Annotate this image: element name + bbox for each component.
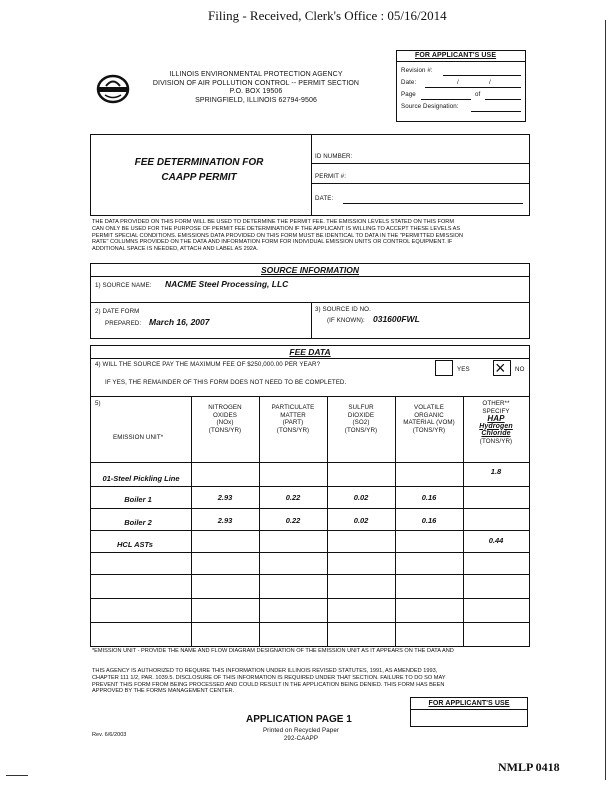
source-info-header: SOURCE INFORMATION (260, 265, 360, 275)
prepared-date-value: March 16, 2007 (149, 317, 210, 327)
no-checkbox[interactable] (493, 360, 511, 376)
applicant-use-bottom-box (410, 697, 528, 727)
source-id-label: 3) SOURCE ID NO. (315, 306, 371, 313)
legal-paragraph: THIS AGENCY IS AUTHORIZED TO REQUIRE THIS INFORMATION UNDER ILLINOIS REVISED STATUTES, 1991, AS AMENDED 1993, CHAPTER 111 1/2, PAR. 1039.5. DISCLOSURE OF THIS INFORMATION IS REQUIRED UNDER THAT SECTION. FAILURE TO DO SO MAY PREVENT THIS FORM FROM BEING PROCESSED AND COULD RESULT IN THE APPLICATION BEING DENIED. THIS FORM HAS BEEN APPROVED BY THE FORMS MANAGEMENT CENTER. (92, 668, 446, 695)
date-form-label: 2) DATE FORM (95, 308, 140, 315)
date-label: DATE: (315, 195, 334, 202)
source-id-value: 031600FWL (373, 314, 420, 324)
row-part: 0.22 (285, 493, 301, 502)
filing-stamp: Filing - Received, Clerk's Office : 05/16/2014 (208, 8, 447, 23)
no-checkmark: × (495, 358, 506, 378)
form-title: FEE DETERMINATION FOR CAAPP PERMIT (134, 157, 264, 183)
row-nox: 2.93 (217, 493, 233, 502)
fee-data-header: FEE DATA (289, 347, 331, 357)
source-name-label: 1) SOURCE NAME: (95, 282, 152, 289)
nmlp-stamp: NMLP 0418 (498, 760, 560, 774)
prepared-label: PREPARED: (105, 320, 142, 327)
row-other: 1.8 (490, 467, 502, 476)
row-so2: 0.02 (353, 516, 369, 525)
source-info-section (90, 263, 530, 339)
emission-unit-footnote: *EMISSION UNIT - PROVIDE THE NAME AND FLOW DIAGRAM DESIGNATION OF THE EMISSION UNIT AS IT APPEARS ON THE DATA AND (92, 648, 454, 654)
col-so2-header: SULFUR DIOXIDE (SO2) (TONS/YR) (344, 404, 378, 434)
row-vom: 0.16 (421, 493, 437, 502)
row-other: 0.44 (488, 536, 504, 545)
col-vom-header: VOLATILE ORGANIC MATERIAL (VOM) (TONS/YR) (403, 404, 455, 434)
recycled-note: Printed on Recycled Paper (262, 727, 340, 734)
date-label-top: Date: (401, 79, 417, 86)
row-unit: HCL ASTs (117, 540, 153, 549)
q5-label: 5) (95, 400, 101, 407)
row-unit: 01-Steel Pickling Line (102, 474, 180, 483)
intro-paragraph: THE DATA PROVIDED ON THIS FORM WILL BE USED TO DETERMINE THE PERMIT FEE. THE EMISSION LEVELS STATED ON THIS FORM CAN ONLY BE USED FOR THE PURPOSE OF PERMIT FEE DETERMINATION IF THE APPLICANT IS WILLING TO ACCEPT THESE LEVELS AS PERMIT SPECIAL CONDITIONS. EMISSIONS DATA PROVIDED ON THIS FORM MUST BE IDENTICAL TO DATA IN THE "PERMITTED EMISSION RATE" COLUMNS PROVIDED ON THE DATA AND INFORMATION FORM FOR INDIVIDUAL EMISSION UNITS OR CONTROL EQUIPMENT. IF ADDITIONAL SPACE IS NEEDED, ATTACH AND LABEL AS 292A. (92, 219, 464, 253)
yes-label: YES (457, 366, 470, 373)
col-other-header: OTHER** SPECIFY HAP Hydrogen Chloride (TONS/YR) (479, 400, 513, 445)
yes-checkbox[interactable] (435, 360, 453, 376)
permit-number-label: PERMIT #: (315, 173, 347, 180)
title-block (90, 134, 530, 216)
revision-label: Revision #: (401, 67, 433, 74)
applicant-use-bottom-title: FOR APPLICANT'S USE (428, 700, 510, 707)
form-number: 292-CAAPP (283, 735, 319, 742)
agency-header: ILLINOIS ENVIRONMENTAL PROTECTION AGENCY DIVISION OF AIR POLLUTION CONTROL -- PERMIT SECTION P.O. BOX 19506 SPRINGFIELD, ILLINOIS 62794-9506 (152, 71, 360, 104)
revision-date: Rev. 6/6/2003 (92, 732, 127, 738)
agency-logo-icon (96, 74, 130, 104)
scan-edge-line (605, 20, 606, 780)
col-nox-header: NITROGEN OXIDES (NOx) (TONS/YR) (208, 404, 242, 434)
fee-data-section (90, 345, 530, 647)
if-known-label: (IF KNOWN): (327, 317, 365, 324)
application-page-label: APPLICATION PAGE 1 (246, 714, 352, 725)
source-name-value: NACME Steel Processing, LLC (165, 279, 289, 289)
max-fee-question: 4) WILL THE SOURCE PAY THE MAXIMUM FEE OF $250,000.00 PER YEAR? (95, 361, 321, 368)
row-unit: Boiler 2 (124, 518, 152, 527)
page-label: Page (401, 91, 416, 98)
row-unit: Boiler 1 (124, 495, 152, 504)
applicant-use-top-box: FOR APPLICANT'S USE Revision #: Date: / / Page of Source Designation: (396, 50, 526, 122)
row-so2: 0.02 (353, 493, 369, 502)
page-of-label: of (475, 91, 481, 98)
row-nox: 2.93 (217, 516, 233, 525)
no-label: NO (515, 366, 525, 373)
col-unit-header: EMISSION UNIT* (113, 434, 164, 441)
max-fee-note: IF YES, THE REMAINDER OF THIS FORM DOES NOT NEED TO BE COMPLETED. (105, 379, 347, 386)
row-vom: 0.16 (421, 516, 437, 525)
col-part-header: PARTICULATE MATTER (PART) (TONS/YR) (271, 404, 315, 434)
id-number-label: ID NUMBER: (315, 153, 353, 160)
applicant-use-title: FOR APPLICANT'S USE (415, 52, 497, 59)
source-designation-label: Source Designation: (401, 103, 459, 110)
scan-mark (6, 775, 28, 776)
row-part: 0.22 (285, 516, 301, 525)
